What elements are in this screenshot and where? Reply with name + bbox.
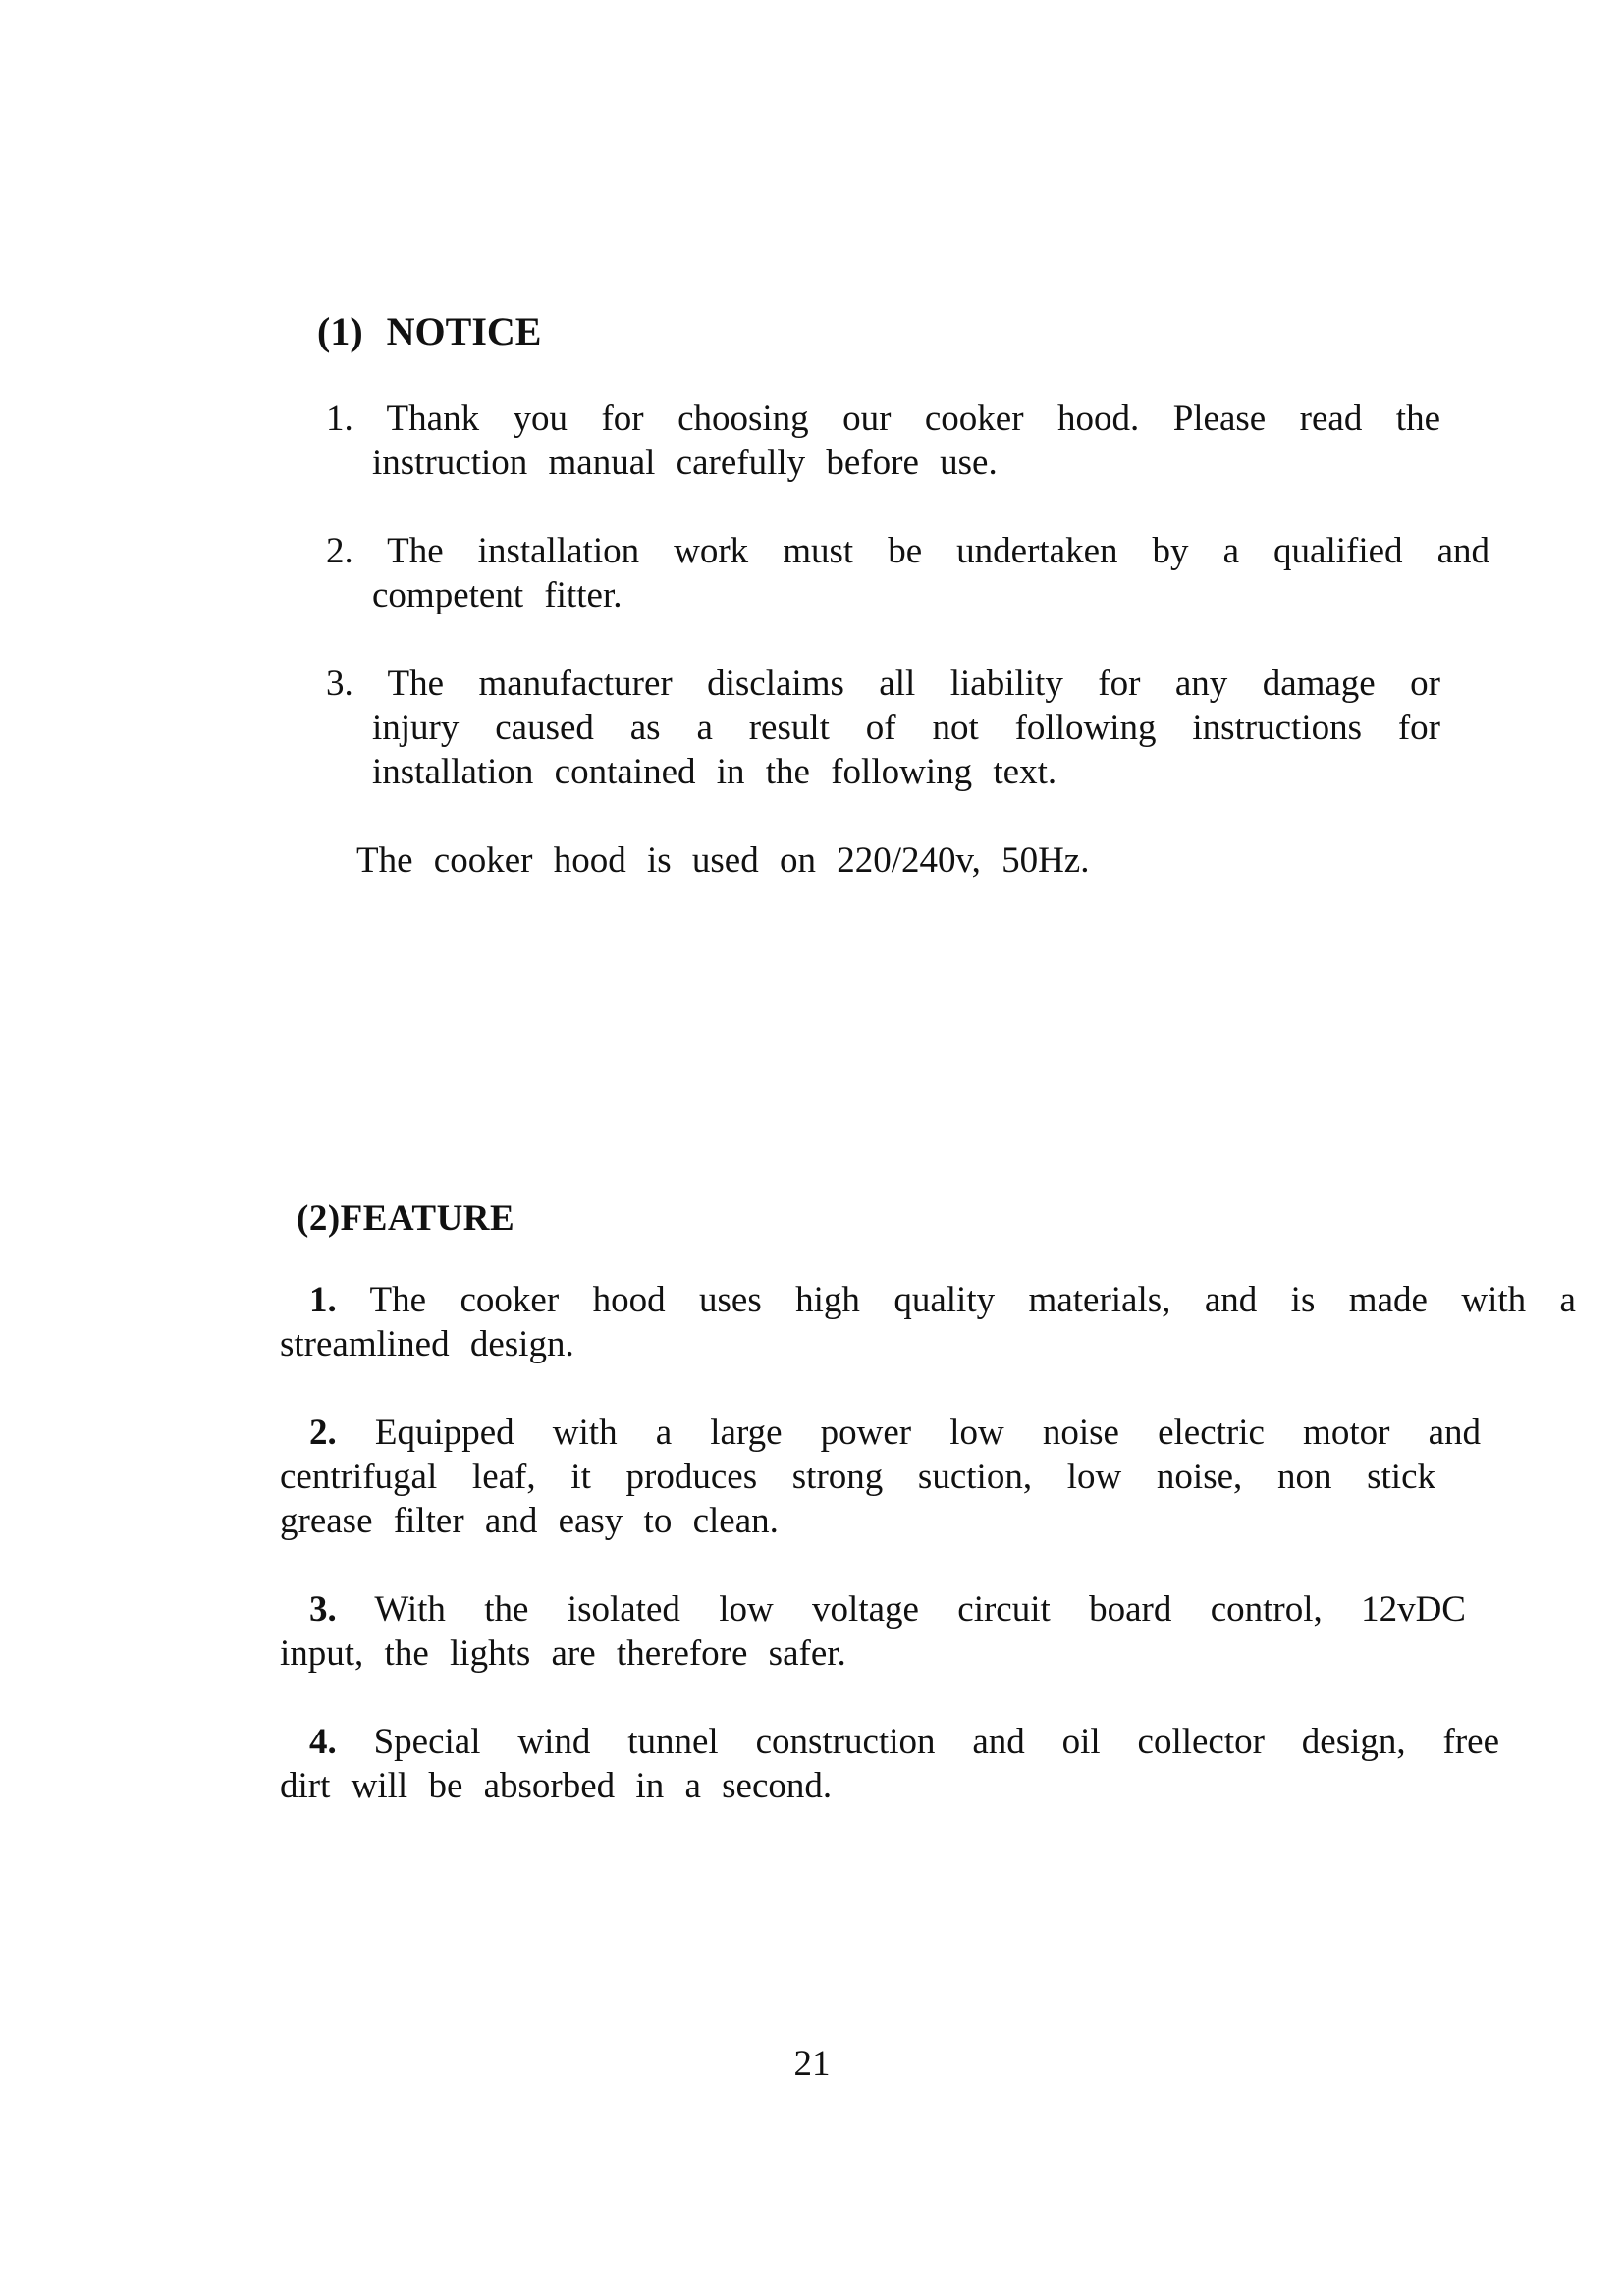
feature-item-4 bbox=[280, 1720, 1499, 1808]
voltage-note: The cooker hood is used on 220/240v, 50Hz. bbox=[356, 840, 1090, 881]
feature-item-2-line-2: centrifugal leaf, it produces strong suction, low noise, non stick bbox=[280, 1457, 1435, 1497]
notice-item-1 bbox=[326, 397, 1455, 485]
feature-item-1-line-1 bbox=[280, 1278, 1576, 1322]
feature-item-1-line-2: streamlined design. bbox=[280, 1324, 574, 1364]
feature-item-2-number: 2. bbox=[309, 1413, 337, 1453]
notice-item-3-line-3: installation contained in the following text. bbox=[372, 752, 1057, 792]
notice-item-2-line-1 bbox=[326, 529, 1489, 573]
notice-item-2 bbox=[326, 529, 1489, 617]
page-number: 21 bbox=[793, 2044, 831, 2084]
feature-item-2-line-1 bbox=[280, 1411, 1481, 1455]
notice-item-1-text-1: Thank you for choosing our cooker hood. Please read the bbox=[386, 399, 1440, 439]
feature-item-1-number: 1. bbox=[309, 1280, 337, 1320]
notice-item-3-number: 3. bbox=[326, 664, 353, 704]
feature-item-4-line-1 bbox=[280, 1720, 1499, 1764]
notice-item-1-line-2: instruction manual carefully before use. bbox=[372, 443, 998, 483]
notice-heading: (1) NOTICE bbox=[317, 309, 542, 353]
notice-item-3-line-2: injury caused as a result of not following instructions for bbox=[372, 708, 1440, 748]
feature-heading: (2)FEATURE bbox=[297, 1199, 515, 1239]
feature-item-2-line-3: grease filter and easy to clean. bbox=[280, 1501, 779, 1541]
notice-item-2-line-2: competent fitter. bbox=[372, 575, 623, 615]
notice-item-2-number: 2. bbox=[326, 531, 353, 571]
feature-item-3-number: 3. bbox=[309, 1589, 337, 1629]
feature-item-3-text-1: With the isolated low voltage circuit board control, 12vDC bbox=[374, 1589, 1466, 1629]
feature-item-3 bbox=[280, 1587, 1466, 1676]
notice-item-2-text-1: The installation work must be undertaken by a qualified and bbox=[387, 531, 1489, 571]
notice-item-3-text-1: The manufacturer disclaims all liability for any damage or bbox=[387, 664, 1440, 704]
notice-item-1-number: 1. bbox=[326, 399, 353, 439]
feature-item-3-line-1 bbox=[280, 1587, 1466, 1631]
feature-item-3-line-2: input, the lights are therefore safer. bbox=[280, 1633, 846, 1674]
feature-item-4-number: 4. bbox=[309, 1722, 337, 1762]
notice-item-3 bbox=[326, 662, 1455, 794]
feature-item-1-text-1: The cooker hood uses high quality materials, and is made with a bbox=[369, 1280, 1576, 1320]
feature-item-4-text-1: Special wind tunnel construction and oil collector design, free bbox=[373, 1722, 1499, 1762]
notice-item-3-line-1 bbox=[326, 662, 1440, 706]
feature-item-2 bbox=[280, 1411, 1481, 1543]
feature-item-4-line-2: dirt will be absorbed in a second. bbox=[280, 1766, 833, 1806]
feature-item-1 bbox=[280, 1278, 1576, 1366]
notice-item-1-line-1 bbox=[326, 397, 1440, 441]
feature-item-2-text-1: Equipped with a large power low noise electric motor and bbox=[374, 1413, 1481, 1453]
